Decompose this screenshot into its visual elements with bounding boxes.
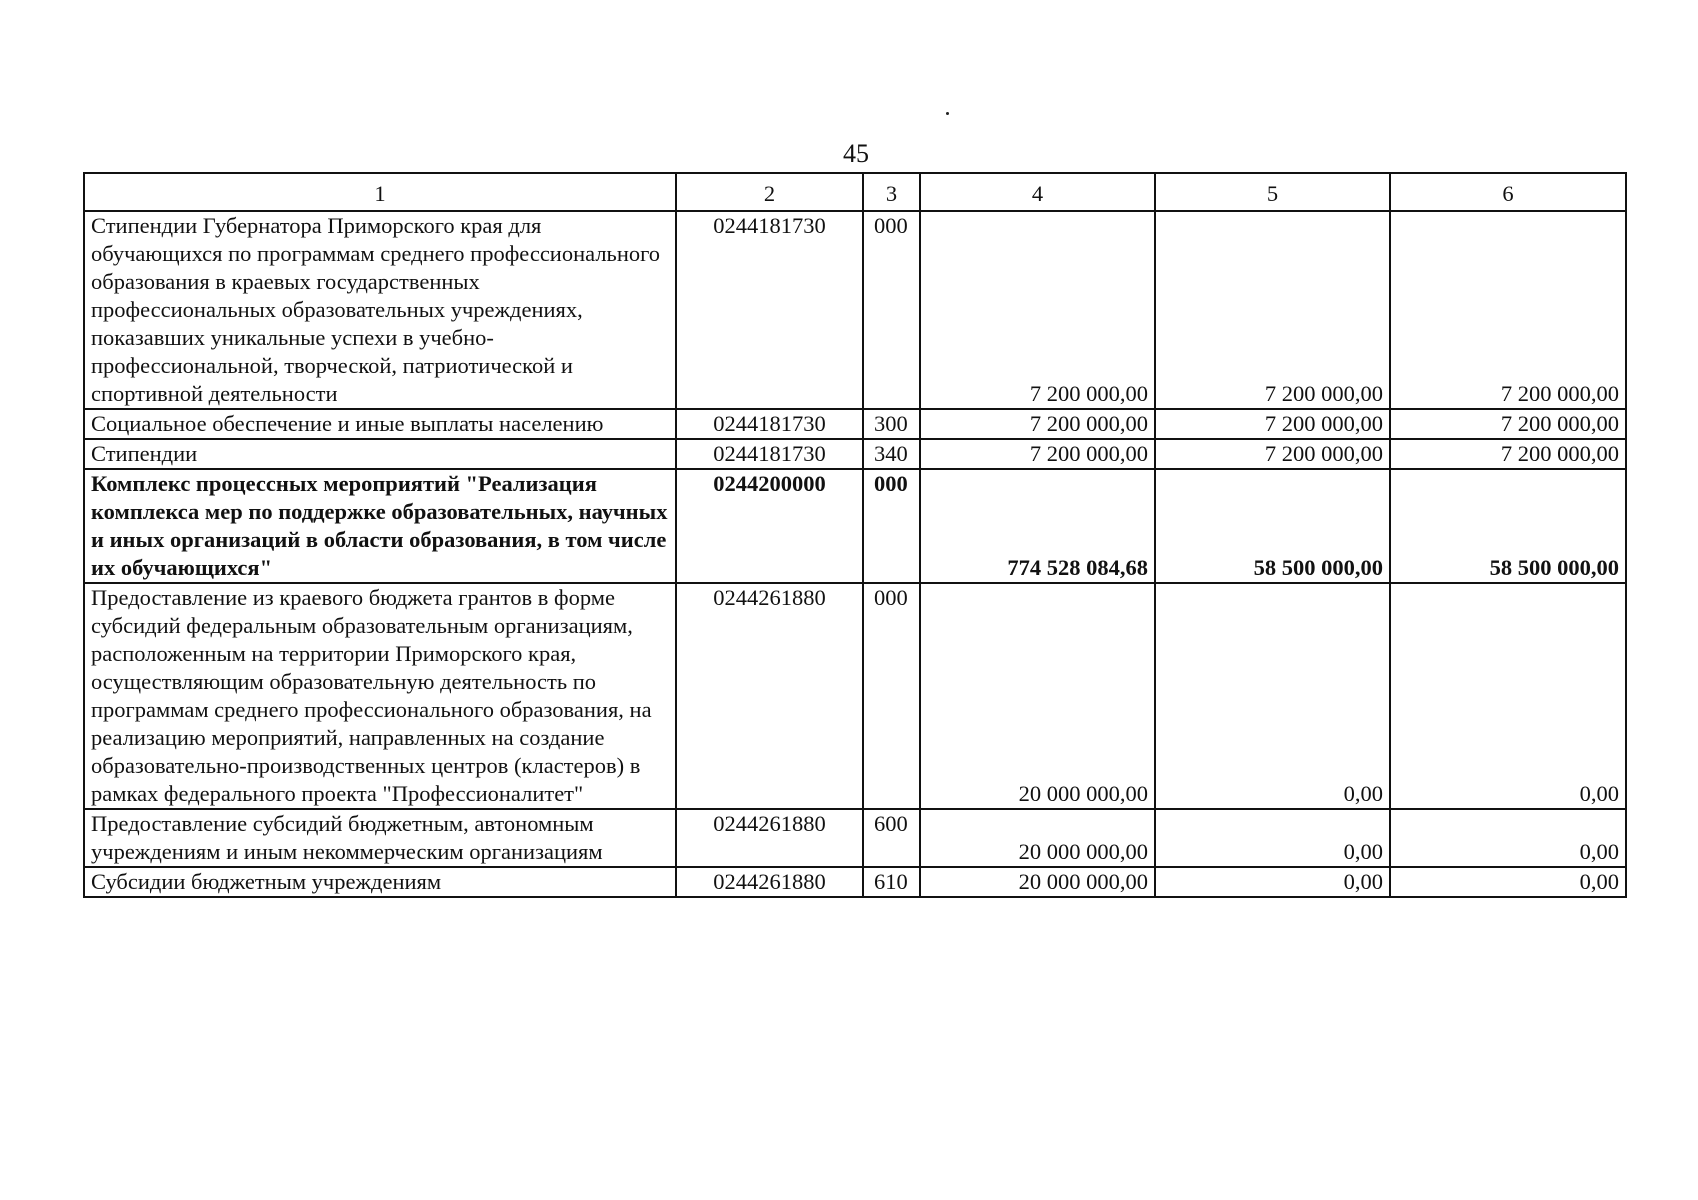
row-name: Предоставление субсидий бюджетным, автономным учреждениям и иным некоммерческим организациям <box>84 809 676 867</box>
row-amount-col5: 7 200 000,00 <box>1155 409 1390 439</box>
row-target-code: 0244261880 <box>676 809 863 867</box>
table-row <box>84 867 1626 897</box>
column-header-4: 4 <box>920 173 1155 211</box>
row-amount-col4: 7 200 000,00 <box>920 439 1155 469</box>
table-row <box>84 809 1626 867</box>
table-row-section <box>84 469 1626 583</box>
page-number: 45 <box>843 139 869 168</box>
column-header-1: 1 <box>84 173 676 211</box>
budget-table <box>83 172 1627 898</box>
table-row <box>84 583 1626 809</box>
row-amount-col4: 20 000 000,00 <box>920 583 1155 809</box>
row-expense-type: 000 <box>863 583 920 809</box>
row-amount-col6: 0,00 <box>1390 583 1626 809</box>
row-expense-type: 000 <box>863 469 920 583</box>
column-header-3: 3 <box>863 173 920 211</box>
table-header-row <box>84 173 1626 211</box>
row-expense-type: 340 <box>863 439 920 469</box>
row-expense-type: 300 <box>863 409 920 439</box>
scan-speck <box>946 112 949 115</box>
row-amount-col4: 774 528 084,68 <box>920 469 1155 583</box>
row-amount-col6: 7 200 000,00 <box>1390 211 1626 409</box>
row-amount-col5: 58 500 000,00 <box>1155 469 1390 583</box>
row-name: Стипендии Губернатора Приморского края для обучающихся по программам среднего профессионального образования в краевых государственных профессиональных образовательных учреждениях, показавших уникальные успехи в учебно-профессиональной, творческой, патриотической и спортивной деятельности <box>84 211 676 409</box>
row-amount-col5: 0,00 <box>1155 583 1390 809</box>
row-target-code: 0244181730 <box>676 211 863 409</box>
row-amount-col5: 7 200 000,00 <box>1155 439 1390 469</box>
row-target-code: 0244261880 <box>676 867 863 897</box>
row-amount-col6: 7 200 000,00 <box>1390 439 1626 469</box>
row-amount-col4: 20 000 000,00 <box>920 809 1155 867</box>
table-row <box>84 211 1626 409</box>
row-name: Субсидии бюджетным учреждениям <box>84 867 676 897</box>
column-header-6: 6 <box>1390 173 1626 211</box>
row-expense-type: 610 <box>863 867 920 897</box>
row-amount-col4: 7 200 000,00 <box>920 409 1155 439</box>
row-amount-col6: 7 200 000,00 <box>1390 409 1626 439</box>
row-name: Стипендии <box>84 439 676 469</box>
row-target-code: 0244181730 <box>676 439 863 469</box>
row-amount-col5: 0,00 <box>1155 867 1390 897</box>
row-amount-col4: 7 200 000,00 <box>920 211 1155 409</box>
row-name: Комплекс процессных мероприятий "Реализация комплекса мер по поддержке образовательных, научных и иных организаций в области образования, в том числе их обучающихся" <box>84 469 676 583</box>
table-row <box>84 439 1626 469</box>
row-amount-col6: 0,00 <box>1390 867 1626 897</box>
row-amount-col5: 7 200 000,00 <box>1155 211 1390 409</box>
row-expense-type: 000 <box>863 211 920 409</box>
row-amount-col5: 0,00 <box>1155 809 1390 867</box>
row-amount-col6: 0,00 <box>1390 809 1626 867</box>
row-amount-col4: 20 000 000,00 <box>920 867 1155 897</box>
column-header-5: 5 <box>1155 173 1390 211</box>
row-target-code: 0244200000 <box>676 469 863 583</box>
row-expense-type: 600 <box>863 809 920 867</box>
row-name: Предоставление из краевого бюджета грантов в форме субсидий федеральным образовательным организациям, расположенным на территории Приморского края, осуществляющим образовательную деятельность по программам среднего профессионального образования, на реализацию мероприятий, направленных на создание образовательно-производственных центров (кластеров) в рамках федерального проекта "Профессионалитет" <box>84 583 676 809</box>
row-target-code: 0244261880 <box>676 583 863 809</box>
row-target-code: 0244181730 <box>676 409 863 439</box>
row-amount-col6: 58 500 000,00 <box>1390 469 1626 583</box>
row-name: Социальное обеспечение и иные выплаты населению <box>84 409 676 439</box>
column-header-2: 2 <box>676 173 863 211</box>
table-row <box>84 409 1626 439</box>
